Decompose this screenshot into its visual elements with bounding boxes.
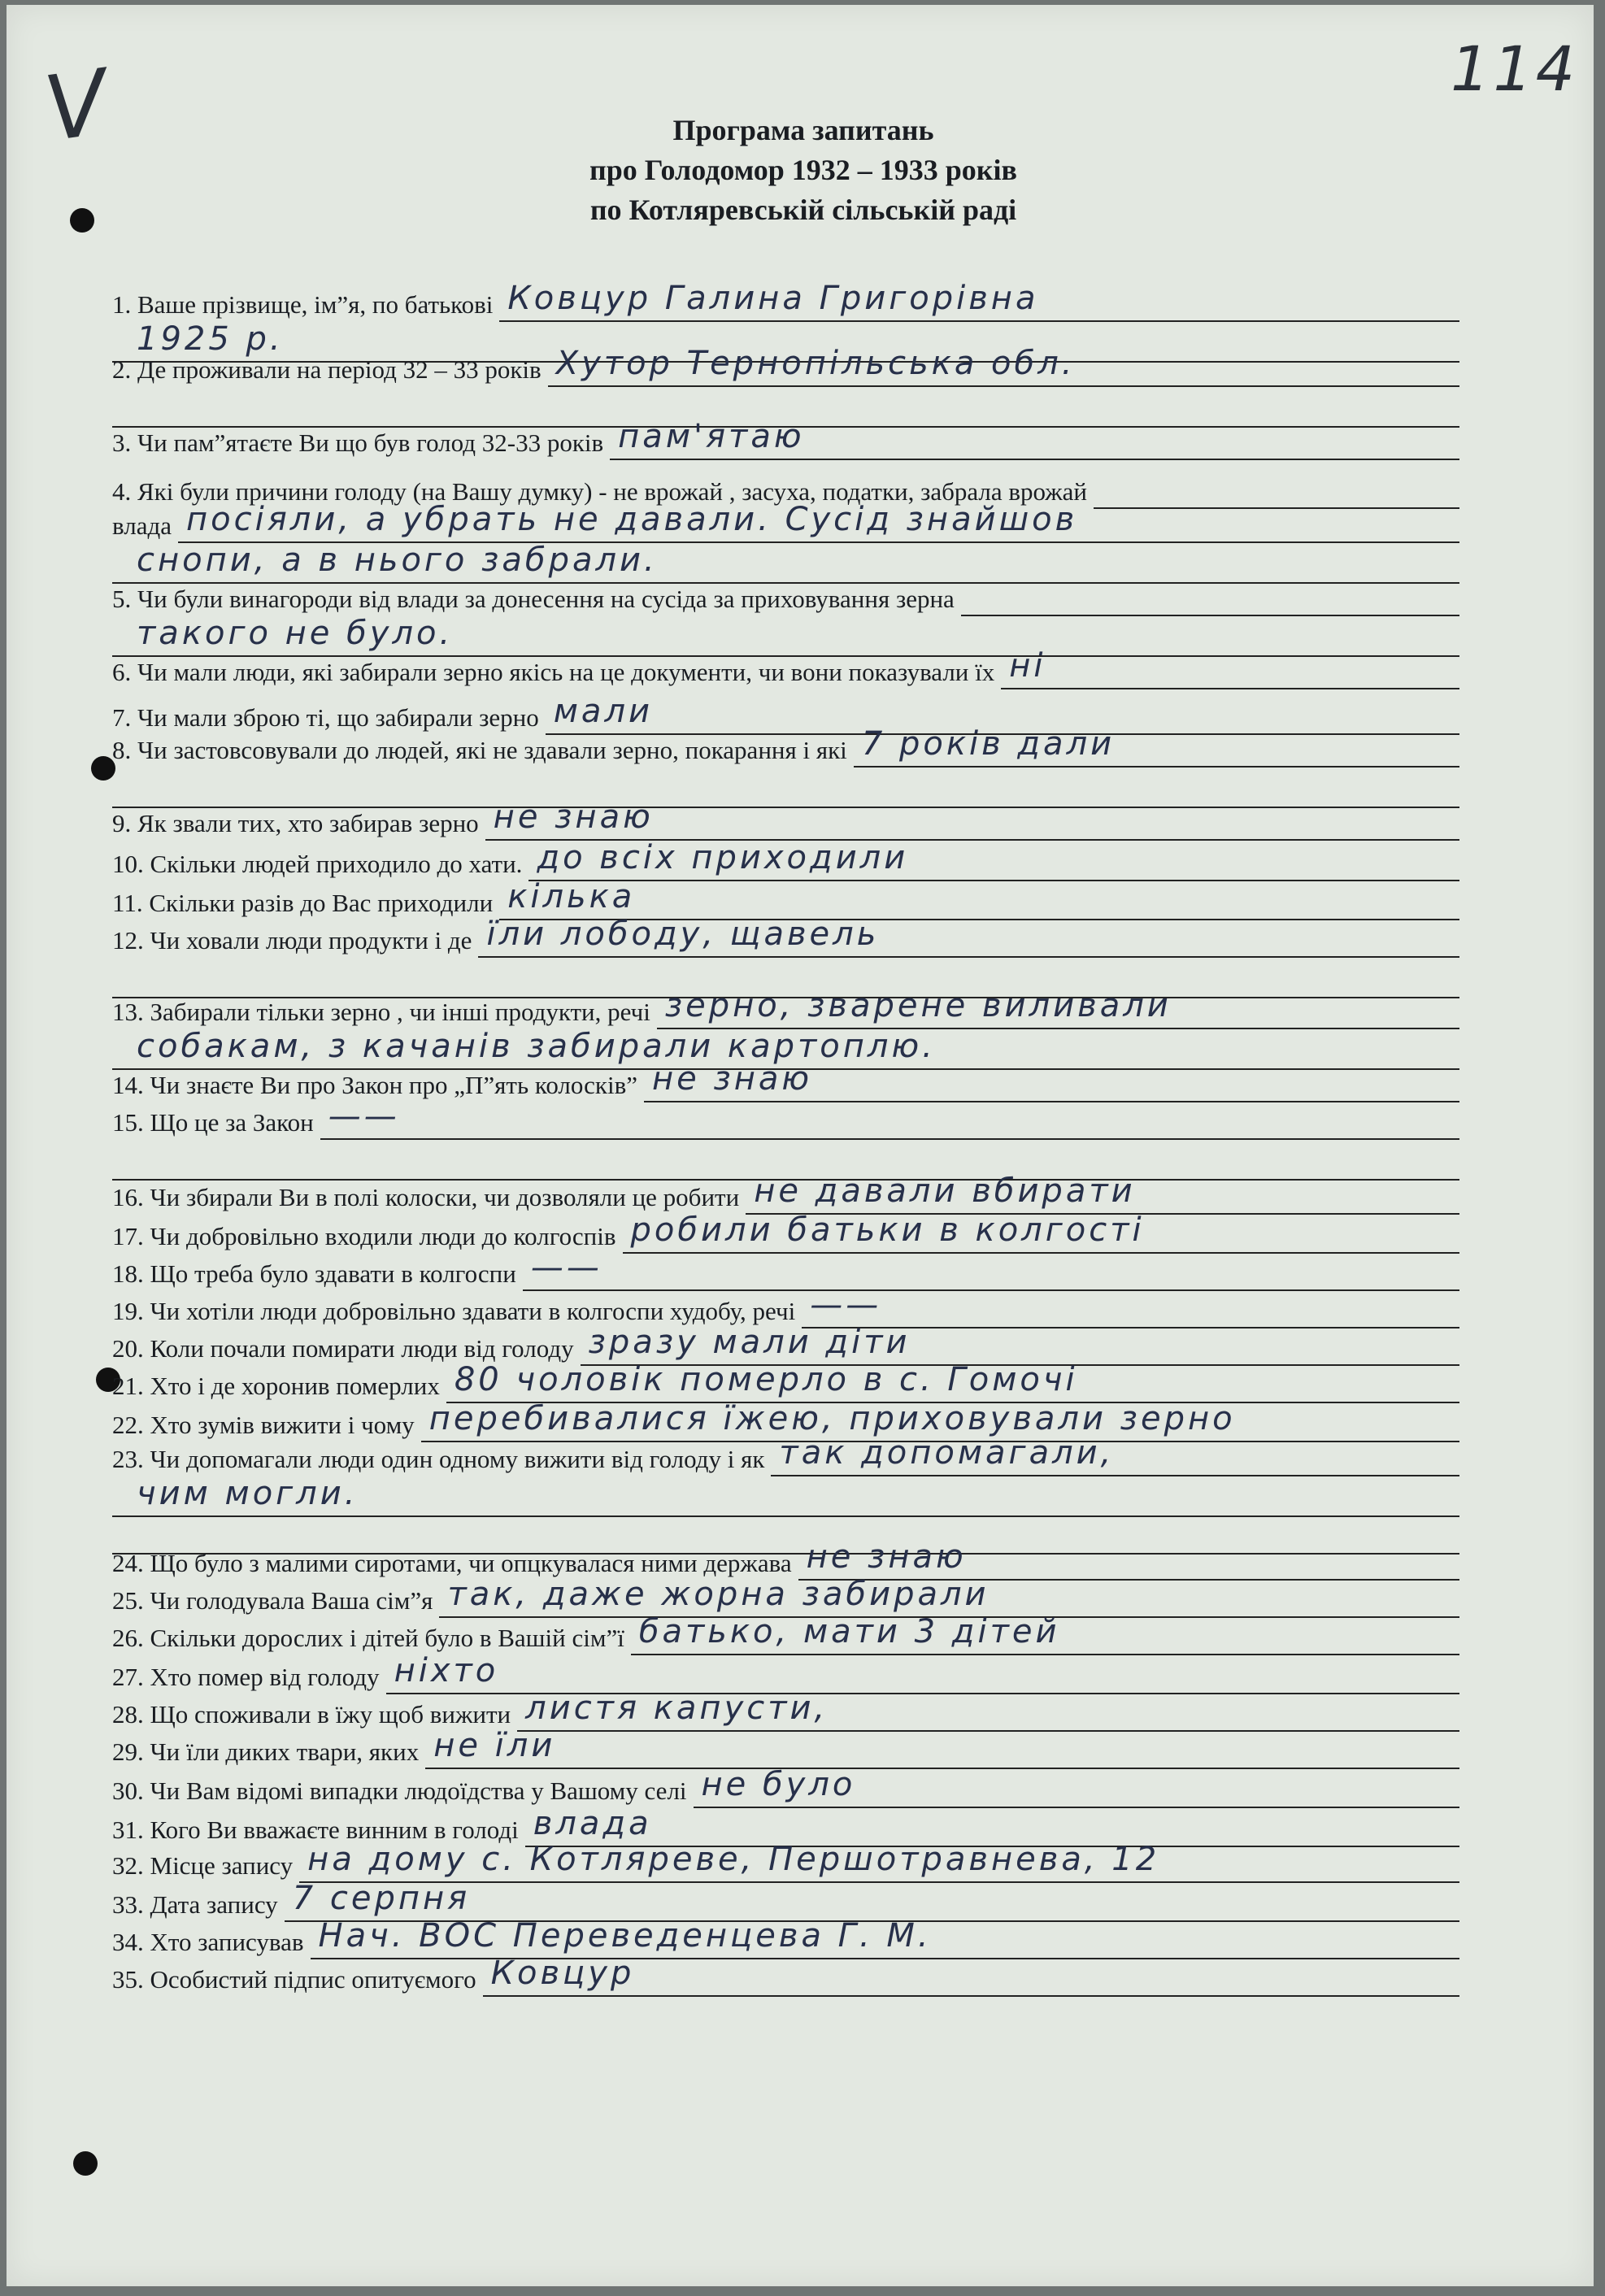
question-label: 21. Хто і де хоронив померлих <box>112 1372 440 1400</box>
question-label: 26. Скільки дорослих і дітей було в Вашій сім”ї <box>112 1624 624 1652</box>
answer-line <box>771 1426 1459 1476</box>
question-label: 31. Кого Ви вважаєте винним в голоді <box>112 1815 519 1844</box>
question-label: 29. Чи їли диких твари, яких <box>112 1737 420 1766</box>
question-label: 17. Чи добровільно входили люди до колгоспів <box>112 1222 616 1250</box>
question-label: 16. Чи збирали Ви в полі колоски, чи дозволяли це робити <box>112 1183 740 1211</box>
answer-line <box>499 272 1459 322</box>
question-label: 23. Чи допомагали люди один одному вижити від голоду і як <box>112 1445 765 1473</box>
page-number: 114 <box>1451 33 1579 105</box>
question-row <box>112 567 1459 616</box>
handwritten-answer: пам'ятаю <box>618 418 805 455</box>
question-label: 13. Забирали тільки зерно , чи інші продукти, речі <box>112 998 650 1026</box>
handwritten-answer: ніхто <box>394 1652 499 1689</box>
question-label: 35. Особистий підпис опитуємого <box>112 1965 476 1994</box>
question-label: 3. Чи пам”ятаєте Ви що був голод 32-33 років <box>112 428 604 457</box>
handwritten-answer: так, даже жорна забирали <box>447 1576 990 1613</box>
question-label: 32. Місце запису <box>112 1851 294 1880</box>
question-label: 27. Хто помер від голоду <box>112 1663 380 1691</box>
answer-line <box>478 907 1459 958</box>
title-line: по Котляревській сільській раді <box>589 194 1017 226</box>
question-row <box>112 338 1459 387</box>
handwritten-answer: зразу мали діти <box>588 1324 911 1361</box>
question-row <box>112 494 1459 543</box>
question-label: 12. Чи ховали люди продукти і де <box>112 926 472 954</box>
question-label: 18. Що треба було здавати в колгоспи <box>112 1259 516 1288</box>
answer-line <box>1001 639 1459 689</box>
answer-line <box>854 717 1459 768</box>
question-label: 4. Які були причини голоду (на Вашу думку) - не врожай , засуха, податки, забрала врожай <box>112 477 1088 506</box>
handwritten-answer-continued: собакам, з качанів забирали картоплю. <box>137 1028 936 1065</box>
handwritten-answer: посіяли, а убрать не давали. Сусід знайшов <box>186 501 1078 538</box>
question-row <box>112 909 1459 958</box>
question-row <box>112 1948 1459 1997</box>
question-row <box>112 641 1459 689</box>
handwritten-answer: —— <box>530 1249 602 1286</box>
punch-hole <box>73 2151 98 2176</box>
question-row <box>112 1091 1459 1140</box>
question-label: влада <box>112 511 172 540</box>
handwritten-answer: перебивалися їжею, приховували зерно <box>428 1400 1236 1437</box>
continuation-line <box>112 1476 1459 1517</box>
handwritten-answer: їли лободу, щавель <box>486 915 880 953</box>
question-label: 1. Ваше прізвище, ім”я, по батькові <box>112 290 494 319</box>
question-label: 6. Чи мали люди, які забирали зерно якісь на це документи, чи вони показували їх <box>112 658 995 686</box>
handwritten-answer: Хутор Тернопільська обл. <box>555 345 1076 382</box>
question-label: 24. Що було з малими сиротами, чи опцкувалася ними держава <box>112 1549 792 1577</box>
question-label: 22. Хто зумів вижити і чому <box>112 1411 415 1439</box>
question-label: 10. Скільки людей приходило до хати. <box>112 850 523 878</box>
question-label: 20. Коли почали помирати люди від голоду <box>112 1334 574 1363</box>
handwritten-answer-continued: снопи, а в нього забрали. <box>137 541 658 579</box>
question-label: 5. Чи були винагороди від влади за донесення на сусіда за приховування зерна <box>112 585 955 613</box>
answer-line <box>961 566 1459 616</box>
question-label: 34. Хто записував <box>112 1928 304 1956</box>
corner-check-mark: V <box>38 50 114 162</box>
answer-line <box>178 493 1459 543</box>
handwritten-answer: Ковцур Галина Григорівна <box>507 280 1039 317</box>
handwritten-answer-continued: такого не було. <box>137 615 454 652</box>
question-row <box>112 719 1459 768</box>
title-line: Програма запитань <box>672 114 934 146</box>
handwritten-answer: Нач. ВОС Переведенцева Г. М. <box>318 1917 932 1955</box>
answer-line <box>657 979 1459 1029</box>
handwritten-answer: на дому с. Котляреве, Першотравнева, 12 <box>307 1841 1160 1878</box>
title-line: про Голодомор 1932 – 1933 років <box>589 154 1017 186</box>
handwritten-answer-continued: 1925 р. <box>137 320 284 358</box>
handwritten-answer: 80 чоловік померло в с. Гомочі <box>454 1361 1078 1398</box>
handwritten-answer: зерно, зварене виливали <box>664 987 1172 1024</box>
handwritten-answer: ні <box>1009 647 1046 685</box>
question-row <box>112 273 1459 322</box>
handwritten-answer: не знаю <box>652 1060 813 1098</box>
handwritten-answer: кілька <box>507 878 636 915</box>
answer-line <box>483 1946 1459 1997</box>
handwritten-answer: не було <box>701 1766 856 1803</box>
handwritten-answer: не знаю <box>806 1538 967 1576</box>
handwritten-answer: 7 років дали <box>861 725 1116 763</box>
question-label: 15. Що це за Закон <box>112 1108 314 1137</box>
handwritten-answer: до всіх приходили <box>537 839 909 876</box>
question-row <box>112 411 1459 460</box>
document-title <box>250 111 1356 230</box>
handwritten-answer: мали <box>553 693 653 730</box>
handwritten-answer: не давали вбирати <box>754 1172 1136 1210</box>
question-label: 14. Чи знаєте Ви про Закон про „П”ять колосків” <box>112 1071 638 1099</box>
question-label: 7. Чи мали зброю ті, що забирали зерно <box>112 703 539 732</box>
question-label: 19. Чи хотіли люди добровільно здавати в колгоспи худобу, речі <box>112 1297 796 1325</box>
question-label: 11. Скільки разів до Вас приходили <box>112 889 494 917</box>
handwritten-answer: влада <box>533 1805 652 1842</box>
handwritten-answer: не їли <box>433 1727 556 1764</box>
question-label: 33. Дата запису <box>112 1890 278 1919</box>
handwritten-answer: так допомагали, <box>779 1434 1115 1472</box>
handwritten-answer: батько, мати 3 дітей <box>638 1613 1060 1650</box>
handwritten-answer-continued: чим могли. <box>137 1475 359 1512</box>
answer-line <box>610 410 1459 460</box>
handwritten-answer: робили батьки в колгості <box>630 1211 1145 1249</box>
question-label: 28. Що споживали в їжу щоб вижити <box>112 1700 511 1729</box>
question-label: 2. Де проживали на період 32 – 33 років <box>112 355 542 384</box>
answer-line <box>320 1089 1459 1140</box>
question-row <box>112 981 1459 1029</box>
answer-line <box>548 337 1459 387</box>
handwritten-answer: листя капусти, <box>525 1689 829 1727</box>
handwritten-answer: —— <box>328 1098 400 1135</box>
handwritten-answer: 7 серпня <box>292 1880 471 1917</box>
handwritten-answer: Ковцур <box>490 1955 635 1992</box>
handwritten-answer: не знаю <box>493 798 654 836</box>
punch-hole <box>70 208 94 233</box>
handwritten-answer: —— <box>810 1286 882 1324</box>
question-label: 8. Чи застовсовували до людей, які не здавали зерно, покарання і які <box>112 736 847 764</box>
question-label: 30. Чи Вам відомі випадки людоїдства у Вашому селі <box>112 1776 687 1805</box>
question-label: 25. Чи голодувала Ваша сім”я <box>112 1586 433 1615</box>
question-label: 9. Як звали тих, хто забирав зерно <box>112 809 479 837</box>
question-row <box>112 1428 1459 1476</box>
document-page <box>7 5 1594 2286</box>
